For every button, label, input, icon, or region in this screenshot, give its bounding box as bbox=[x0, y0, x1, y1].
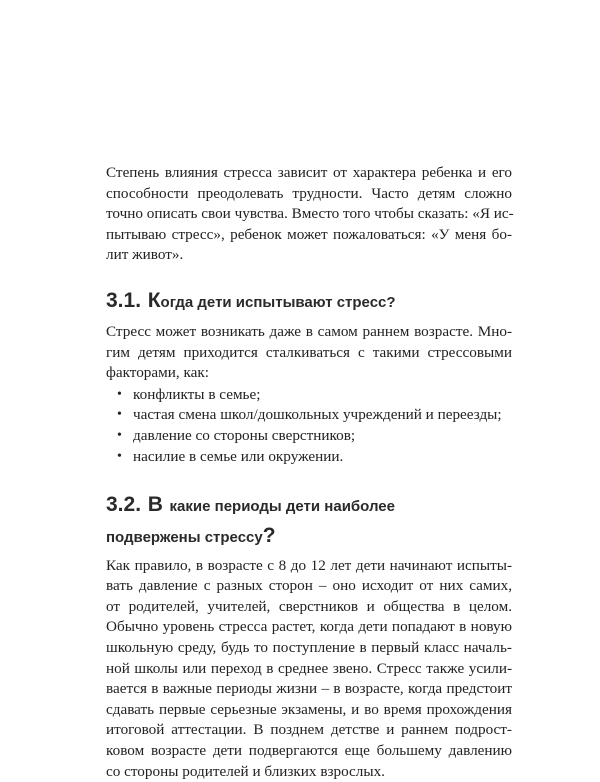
book-page bbox=[106, 163, 512, 782]
text-line: вать давление с разных сторон – оно исходит от них самих, bbox=[106, 576, 512, 597]
list-item bbox=[106, 385, 512, 406]
text-line: точно описать свои чувства. Вместо того чтобы сказать: «Я ис- bbox=[106, 204, 512, 225]
section-heading-3-2 bbox=[106, 490, 512, 552]
list-item-text: частая смена школ/дошкольных учреждений и переезды; bbox=[133, 406, 502, 423]
list-item-text: давление со стороны сверстников; bbox=[133, 427, 355, 444]
text-line: со стороны родителей и близких взрослых. bbox=[106, 762, 512, 782]
text-line: факторами, как: bbox=[106, 363, 512, 384]
text-line: гим детям приходится сталкиваться с такими стрессовыми bbox=[106, 343, 512, 364]
text-line: ной школы или переход в среднее звено. Стресс также усили- bbox=[106, 659, 512, 680]
text-line: ковом возрасте дети подвергаются еще большему давлению bbox=[106, 741, 512, 762]
text-line: от родителей, учителей, сверстников и общества в целом. bbox=[106, 597, 512, 618]
section-heading-3-1 bbox=[106, 287, 512, 316]
section1-paragraph bbox=[106, 322, 512, 384]
section2-paragraph bbox=[106, 556, 512, 782]
text-line: пытываю стресс», ребенок может пожаловаться: «У меня бо- bbox=[106, 225, 512, 246]
text-line: Стресс может возникать даже в самом раннем возрасте. Мно- bbox=[106, 322, 512, 343]
text-line: лит живот». bbox=[106, 245, 512, 266]
stress-factors-list bbox=[106, 385, 512, 468]
list-item bbox=[106, 426, 512, 447]
bullet-icon: • bbox=[117, 426, 122, 447]
section-number: 3.2. bbox=[106, 493, 141, 516]
list-item bbox=[106, 447, 512, 468]
text-line: итоговой аттестации. В позднем детстве и раннем подрост- bbox=[106, 720, 512, 741]
heading-capital: К bbox=[148, 289, 161, 312]
text-line: школьную среду, будь то поступление в первый класс началь- bbox=[106, 638, 512, 659]
text-line: сдавать первые серьезные экзамены, и во время прохождения bbox=[106, 700, 512, 721]
heading-capital: В bbox=[148, 493, 163, 516]
text-line: Обычно уровень стресса растет, когда дети попадают в новую bbox=[106, 617, 512, 638]
text-line: Степень влияния стресса зависит от характера ребенка и его bbox=[106, 163, 512, 184]
text-line: способности преодолевать трудности. Часто детям сложно bbox=[106, 184, 512, 205]
list-item bbox=[106, 405, 512, 426]
heading-text: какие периоды дети наиболее bbox=[170, 498, 395, 515]
section-number: 3.1. bbox=[106, 289, 141, 312]
list-item-text: насилие в семье или окружении. bbox=[133, 448, 343, 465]
text-line: Как правило, в возрасте с 8 до 12 лет дети начинают испыты- bbox=[106, 556, 512, 577]
bullet-icon: • bbox=[117, 447, 122, 468]
intro-paragraph bbox=[106, 163, 512, 266]
heading-text: подвержены стрессу bbox=[106, 529, 263, 546]
bullet-icon: • bbox=[117, 385, 122, 406]
text-line: вается в важные периоды жизни – в возрасте, когда предстоит bbox=[106, 679, 512, 700]
heading-text: огда дети испытывают стресс? bbox=[161, 294, 396, 311]
bullet-icon: • bbox=[117, 405, 122, 426]
list-item-text: конфликты в семье; bbox=[133, 386, 260, 403]
heading-question-mark: ? bbox=[263, 524, 276, 547]
